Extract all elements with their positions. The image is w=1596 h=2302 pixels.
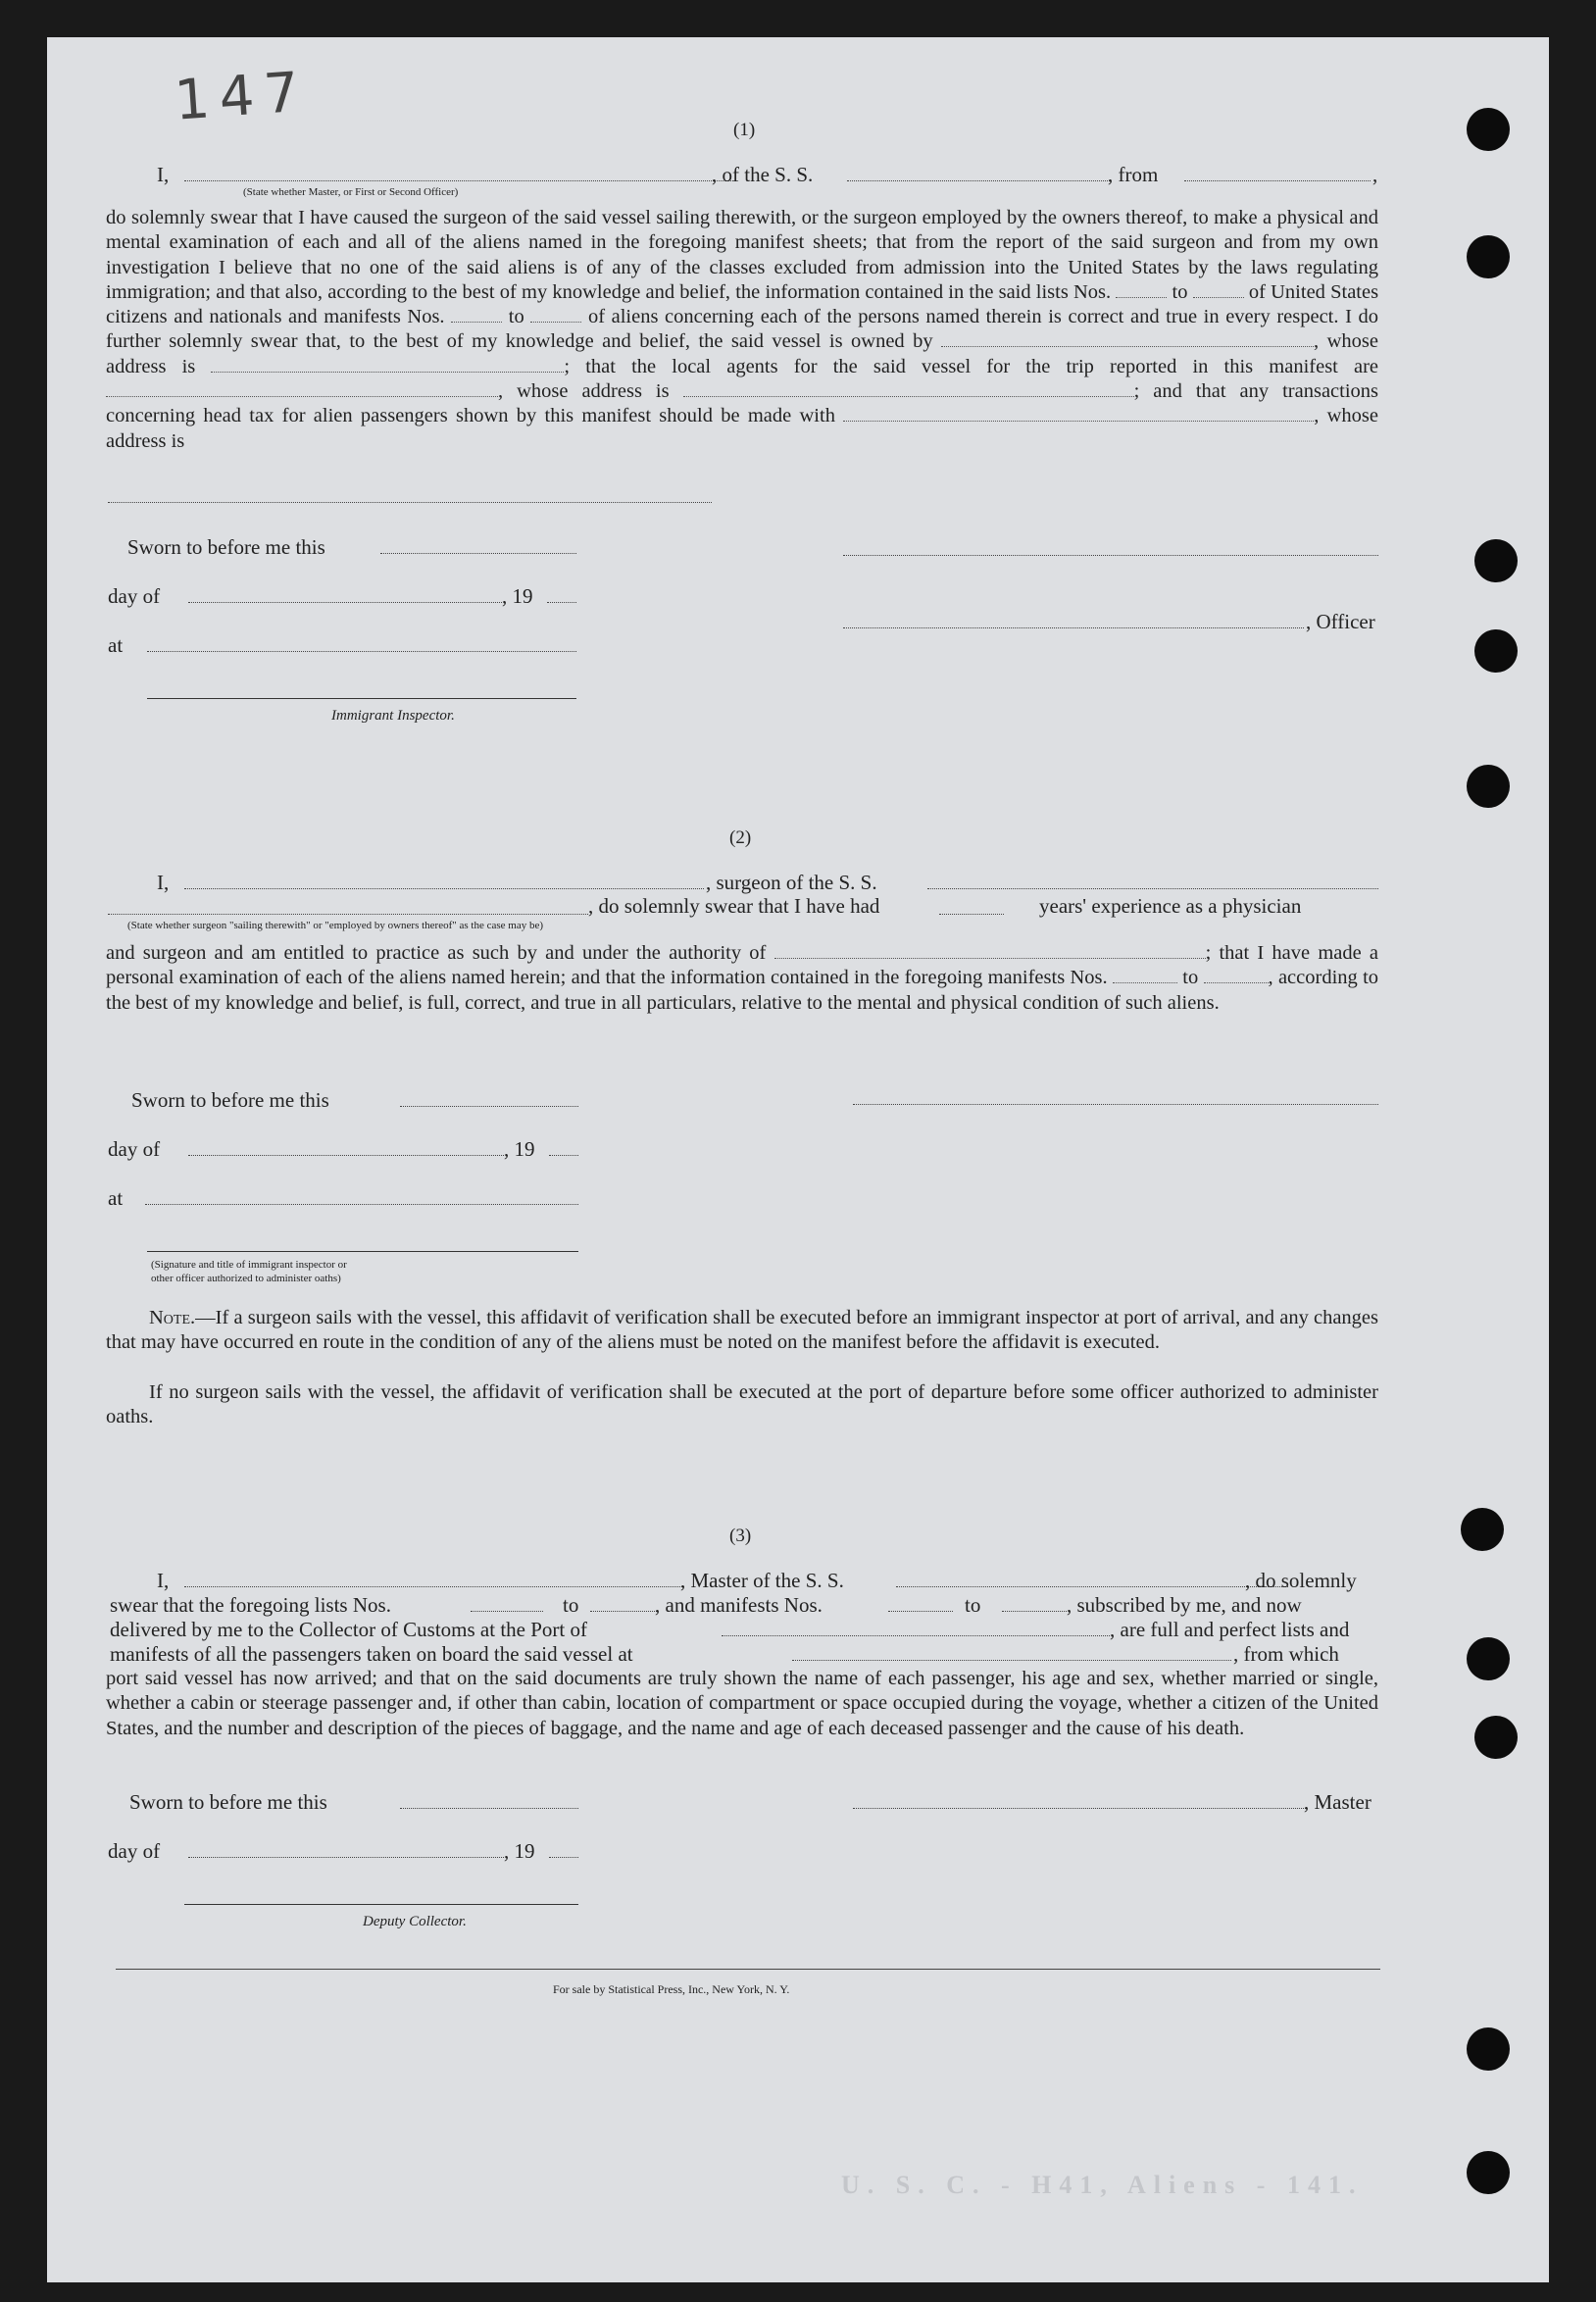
lists-from-field[interactable]: [471, 1611, 543, 1612]
surgeon-note: [106, 1306, 1378, 1356]
owner-address-field[interactable]: [211, 372, 564, 373]
whose-address-label: whose address is: [517, 380, 670, 403]
sworn-year-field[interactable]: [547, 602, 576, 603]
sworn-month-field[interactable]: [188, 602, 502, 603]
alien-manifest-to-field[interactable]: [530, 322, 581, 323]
surgeon-name-field[interactable]: [184, 888, 704, 889]
binder-hole-icon: [1467, 2151, 1510, 2194]
passenger-details-text: port said vessel has now arrived; and that on the said documents are truly shown the name of each passenger, his age and sex, whether married or single, whether a cabin or steerage passenger and, if other than cabin, location of compartment or space occupied during the voyage, whether a citizen of the United States, and the number and description of the pieces of baggage, and the name and age of each deceased passenger and the cause of his death.: [106, 1668, 1378, 1739]
full-lists-text: , are full and perfect lists and: [1110, 1618, 1350, 1641]
section-2-i: I,: [157, 871, 170, 894]
sworn-year-field[interactable]: [549, 1857, 578, 1858]
sworn-day-field[interactable]: [400, 1808, 578, 1809]
form-identifier: U. S. C. - H41, Aliens - 141.: [841, 2171, 1364, 2199]
local-agents-field[interactable]: [106, 396, 498, 397]
section-1-vessel-field[interactable]: [847, 180, 1110, 181]
at-label: at: [108, 633, 124, 657]
master-name-field[interactable]: [184, 1586, 684, 1587]
to-label: to: [508, 306, 524, 328]
section-3-i: I,: [157, 1569, 170, 1592]
whose-address-label: , whose address is: [106, 330, 1378, 377]
officer-signature-field[interactable]: [147, 1251, 578, 1252]
semicolon: ;: [1205, 942, 1212, 964]
year-label: , 19: [504, 1839, 535, 1863]
binder-hole-icon: [1467, 235, 1510, 278]
binder-hole-icon: [1467, 765, 1510, 808]
oath-text: do solemnly swear that I have caused the surgeon of the said vessel sailing therewith, or the surgeon employed by the owners thereof, to make a physical and mental examination of each and all of the aliens named in the foregoing manifest sheets; that from the report of the said surgeon and from my own investigation I believe that no one of the said aliens is of any of the classes excluded from admission into the United States by the laws regulating immigration; and that also, according to the best of my knowledge and belief, the information contained in the said lists Nos.: [106, 207, 1378, 303]
binder-hole-icon: [1461, 1508, 1504, 1551]
section-3-body: [106, 1667, 1378, 1741]
section-1-line1-comma: ,: [1372, 163, 1378, 186]
from-port-field[interactable]: [1184, 180, 1371, 181]
port-of-departure-field[interactable]: [792, 1660, 1231, 1661]
officer-label: , Officer: [1306, 610, 1375, 633]
section-2-number: (2): [729, 827, 752, 848]
authority-text: and surgeon and am entitled to practice as such by and under the authority of: [106, 942, 767, 964]
surgeon-status-caption: (State whether surgeon "sailing therewith" or "employed by owners thereof" as the case may be): [127, 920, 544, 931]
manifests-text: manifests of all the passengers taken on board the said vessel at: [110, 1642, 633, 1666]
and-manifests-label: , and manifests Nos.: [655, 1593, 823, 1617]
to-label: to: [563, 1593, 579, 1617]
inspector-caption: Immigrant Inspector.: [331, 708, 455, 724]
sworn-day-field[interactable]: [400, 1106, 578, 1107]
handwritten-page-number: 147: [172, 60, 311, 133]
master-signature-field[interactable]: [853, 1808, 1306, 1809]
officer-name-field[interactable]: [184, 180, 733, 181]
year-label: , 19: [504, 1137, 535, 1161]
lists-to-field[interactable]: [590, 1611, 657, 1612]
head-tax-address-field[interactable]: [108, 502, 712, 503]
signature-caption-line-1: (Signature and title of immigrant inspector or: [151, 1259, 347, 1271]
from-label: , from: [1108, 163, 1159, 186]
port-of-arrival-field[interactable]: [722, 1635, 1110, 1636]
signature-caption-line-2: other officer authorized to administer oaths): [151, 1273, 341, 1284]
examination-text: that I have made a personal examination of each of the aliens named herein; and that the information contained in the foregoing manifests Nos.: [106, 942, 1379, 989]
inspector-signature-field[interactable]: [147, 698, 576, 699]
surgeon-signature-field[interactable]: [853, 1104, 1378, 1105]
of-the-ss-label: , of the S. S.: [712, 163, 814, 186]
binder-hole-icon: [1474, 1716, 1518, 1759]
sworn-place-field[interactable]: [147, 651, 576, 652]
manifest-to-field[interactable]: [1204, 982, 1269, 983]
concerning-text: of aliens concerning each of the persons named therein is correct and true in every respect. I do further solemnly swear that, to the best of my knowledge and belief, the said vessel is owned by: [106, 306, 1379, 353]
comma: ,: [498, 380, 504, 403]
citizens-manifests-text: of United States citizens and nationals and manifests Nos.: [106, 280, 1379, 328]
subscribed-text: , subscribed by me, and now: [1067, 1593, 1302, 1617]
agents-address-field[interactable]: [683, 396, 1134, 397]
section-3-number: (3): [729, 1526, 752, 1546]
section-2-vessel-field[interactable]: [927, 888, 1378, 889]
section-1-i: I,: [157, 163, 170, 186]
form-page: [47, 37, 1549, 2282]
officer-signature-field-2[interactable]: [843, 627, 1304, 628]
binder-hole-icon: [1467, 2027, 1510, 2071]
citizen-list-to-field[interactable]: [1193, 297, 1244, 298]
year-label: , 19: [502, 584, 533, 608]
do-solemnly-label: , do solemnly: [1245, 1569, 1357, 1592]
deputy-collector-signature-field[interactable]: [184, 1904, 578, 1905]
section-2-body: [106, 941, 1378, 1016]
note-text-1: —If a surgeon sails with the vessel, this affidavit of verification shall be executed before an immigrant inspector at port of arrival, and any changes that may have occurred en route in the condition of any of the aliens must be noted on the manifest before the affidavit is executed.: [106, 1307, 1378, 1354]
section-3-vessel-field[interactable]: [896, 1586, 1288, 1587]
sworn-label: Sworn to before me this: [129, 1790, 327, 1814]
to-label: to: [965, 1593, 981, 1617]
swear-lists-text: swear that the foregoing lists Nos.: [110, 1593, 391, 1617]
sworn-label: Sworn to before me this: [127, 535, 325, 559]
surgeon-status-field[interactable]: [108, 914, 588, 915]
from-which-text: , from which: [1233, 1642, 1339, 1666]
day-of-label: day of: [108, 1137, 161, 1161]
citizen-list-from-field[interactable]: [1116, 297, 1167, 298]
binder-hole-icon: [1467, 1637, 1510, 1680]
head-tax-text: ; and that any transactions concerning head tax for alien passengers shown by this manifest should be made with: [106, 380, 1379, 427]
master-of-ss-label: , Master of the S. S.: [680, 1569, 844, 1592]
to-label: to: [1172, 280, 1188, 303]
day-of-label: day of: [108, 584, 161, 608]
officer-signature-field-1[interactable]: [843, 555, 1378, 556]
at-label: at: [108, 1186, 124, 1210]
surgeon-note-2: [106, 1380, 1378, 1430]
note-text-2: If no surgeon sails with the vessel, the affidavit of verification shall be executed at the port of departure before some officer authorized to administer oaths.: [106, 1381, 1378, 1428]
sworn-day-field[interactable]: [380, 553, 576, 554]
section-1-number: (1): [733, 120, 756, 140]
officer-title-caption: (State whether Master, or First or Second Officer): [243, 186, 459, 198]
deputy-collector-caption: Deputy Collector.: [363, 1914, 467, 1929]
whose-address-label: , whose address is: [106, 405, 1379, 452]
section-1-body: [106, 206, 1378, 454]
delivered-text: delivered by me to the Collector of Customs at the Port of: [110, 1618, 587, 1641]
binder-hole-icon: [1474, 539, 1518, 582]
manifests-to-field[interactable]: [1002, 1611, 1067, 1612]
day-of-label: day of: [108, 1839, 161, 1863]
manifests-from-field[interactable]: [888, 1611, 953, 1612]
swear-had-label: , do solemnly swear that I have had: [588, 894, 880, 918]
sworn-month-field[interactable]: [188, 1857, 504, 1858]
publisher-note: For sale by Statistical Press, Inc., New York, N. Y.: [553, 1982, 790, 1996]
manifest-from-field[interactable]: [1113, 982, 1177, 983]
alien-manifest-from-field[interactable]: [451, 322, 502, 323]
sworn-month-field[interactable]: [188, 1155, 504, 1156]
practice-authority-field[interactable]: [774, 958, 1206, 959]
local-agents-text: that the local agents for the said vessel for the trip reported in this manifest are: [585, 355, 1379, 377]
semicolon: ;: [564, 355, 571, 377]
years-experience-label: years' experience as a physician: [1039, 894, 1302, 918]
note-label: Note.: [149, 1307, 196, 1328]
sworn-year-field[interactable]: [549, 1155, 578, 1156]
conclusion-text: , according to the best of my knowledge and belief, is full, correct, and true in all particulars, relative to the mental and physical condition of such aliens.: [106, 967, 1379, 1014]
vessel-owner-field[interactable]: [941, 346, 1314, 347]
to-label: to: [1182, 967, 1199, 989]
years-experience-field[interactable]: [939, 914, 1004, 915]
surgeon-of-ss-label: , surgeon of the S. S.: [706, 871, 877, 894]
footer-rule: [116, 1969, 1380, 1970]
sworn-label: Sworn to before me this: [131, 1088, 329, 1112]
binder-hole-icon: [1467, 108, 1510, 151]
sworn-place-field[interactable]: [145, 1204, 578, 1205]
binder-hole-icon: [1474, 629, 1518, 673]
master-label: , Master: [1304, 1790, 1372, 1814]
head-tax-contact-field[interactable]: [843, 421, 1314, 422]
